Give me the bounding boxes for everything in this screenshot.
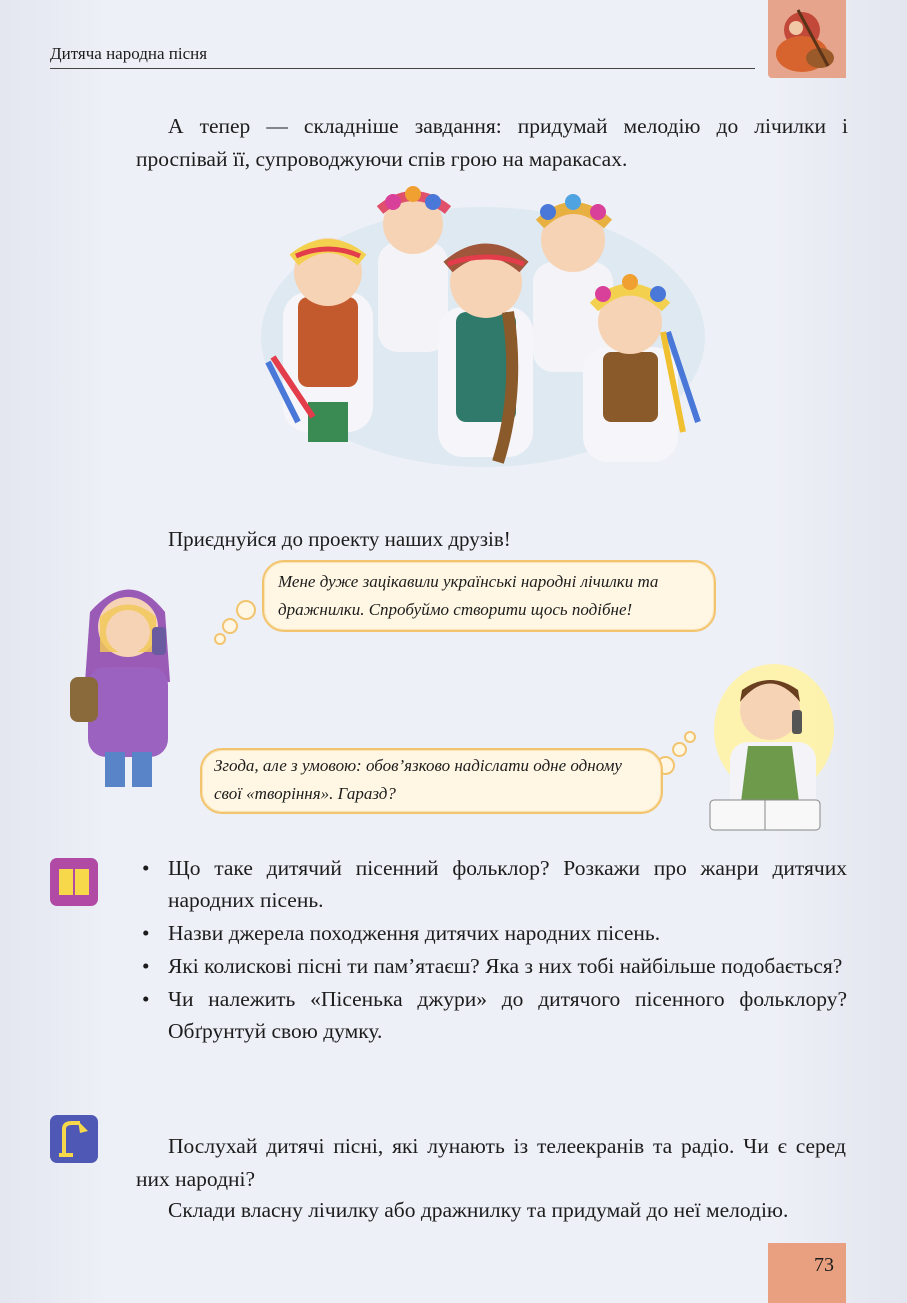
girl-speech-bubble: Мене дуже зацікавили українські народні лічилки та дражнилки. Спробуймо створити щось подібне! bbox=[262, 560, 716, 632]
lamp-icon bbox=[50, 1115, 98, 1163]
intro-paragraph: А тепер — складніше завдання: придумай мелодію до лічилки і проспівай її, супроводжуючи спів грою на маракасах. bbox=[136, 113, 848, 171]
thought-dot bbox=[684, 731, 696, 743]
question-item: • Чи належить «Пісенька джури» до дитячого пісенного фольклору? Обґрунтуй свою думку. bbox=[140, 983, 847, 1047]
question-item: • Назви джерела походження дитячих народних пісень. bbox=[140, 917, 847, 949]
running-head: Дитяча народна пісня bbox=[50, 44, 208, 63]
listen-task-paragraph: Послухай дитячі пісні, які лунають із телеекранів та радіо. Чи є серед них народні? bbox=[136, 1133, 846, 1191]
question-item: • Які колискові пісні ти пам’ятаєш? Яка з них тобі найбільше подобається? bbox=[140, 950, 847, 982]
questions-list bbox=[140, 852, 847, 1048]
boy-speech-bubble: Згода, але з умовою: обов’язково надіслати одне одному свої «творіння». Гаразд? bbox=[200, 748, 663, 814]
book-icon bbox=[50, 858, 98, 906]
header-rule bbox=[50, 68, 755, 69]
question-item: • Що таке дитячий пісенний фольклор? Розкажи про жанри дитячих народних пісень. bbox=[140, 852, 847, 916]
boy-with-phone-illustration bbox=[700, 660, 848, 848]
page-number bbox=[768, 1254, 846, 1277]
children-in-costumes-illustration bbox=[258, 172, 708, 472]
thought-dot bbox=[236, 600, 256, 620]
girl-with-phone-illustration bbox=[60, 572, 205, 787]
thought-dot bbox=[672, 742, 687, 757]
thought-dot bbox=[222, 618, 238, 634]
compose-task-paragraph: Склади власну лічилку або дражнилку та придумай до неї мелодію. bbox=[168, 1197, 789, 1222]
join-project-text: Приєднуйся до проекту наших друзів! bbox=[168, 527, 511, 551]
page-number-text: 73 bbox=[814, 1254, 834, 1276]
thought-dot bbox=[214, 633, 226, 645]
corner-illustration bbox=[768, 0, 846, 78]
